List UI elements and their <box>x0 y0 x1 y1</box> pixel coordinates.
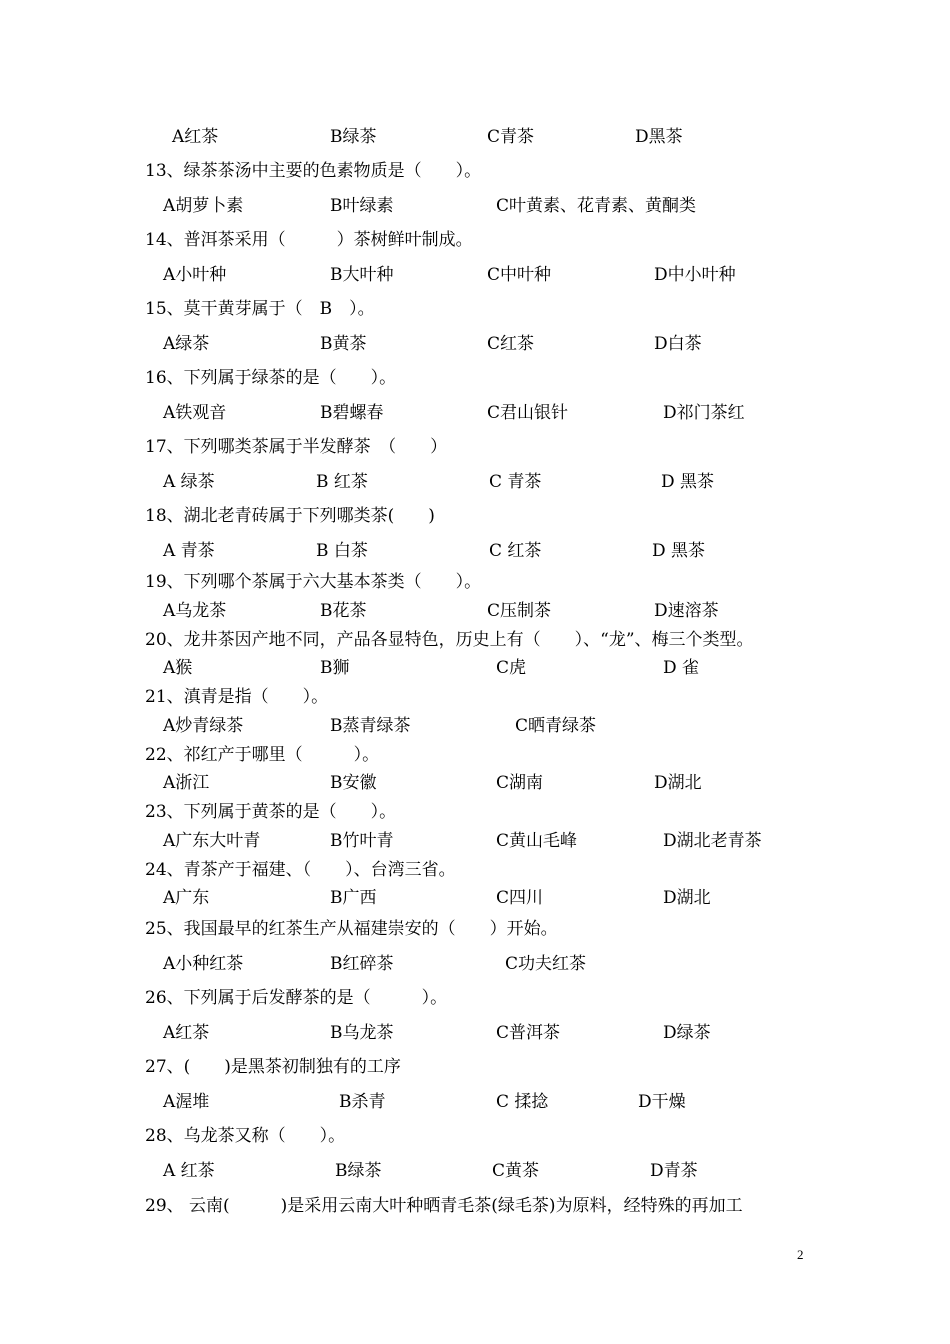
answer-option: D 黑茶 <box>661 472 715 492</box>
page-number: 2 <box>797 1247 804 1262</box>
question-text: 19、下列哪个茶属于六大基本茶类（ ）。 <box>145 572 482 592</box>
answer-option: C虎 <box>496 658 527 678</box>
question-text: 28、乌龙茶又称（ ）。 <box>145 1126 346 1146</box>
answer-option: B叶绿素 <box>330 196 394 216</box>
answer-option: A 绿茶 <box>163 472 215 492</box>
answer-option: C四川 <box>496 888 544 908</box>
answer-option: C功夫红茶 <box>505 954 587 974</box>
answer-option: C君山银针 <box>487 403 569 423</box>
answer-option: A铁观音 <box>163 403 227 423</box>
question-text: 25、我国最早的红茶生产从福建崇安的（ ）开始。 <box>145 919 558 939</box>
answer-option: A浙江 <box>163 773 210 793</box>
answer-option: A胡萝卜素 <box>163 196 244 216</box>
answer-option: A乌龙茶 <box>163 601 227 621</box>
answer-option: D 黑茶 <box>652 541 706 561</box>
answer-option: C黄山毛峰 <box>496 831 578 851</box>
answer-option: A红茶 <box>172 127 219 147</box>
answer-option: D湖北老青茶 <box>663 831 762 851</box>
answer-option: A猴 <box>163 658 193 678</box>
answer-option: D湖北 <box>663 888 711 908</box>
answer-option: B绿茶 <box>330 127 377 147</box>
answer-option: D干燥 <box>638 1092 686 1112</box>
answer-option: D中小叶种 <box>654 265 736 285</box>
answer-option: C压制茶 <box>487 601 552 621</box>
answer-option: C红茶 <box>487 334 535 354</box>
answer-option: C湖南 <box>496 773 544 793</box>
answer-option: A小叶种 <box>163 265 227 285</box>
question-text: 14、普洱茶采用（ ）茶树鲜叶制成。 <box>145 230 473 250</box>
answer-option: B黄茶 <box>320 334 367 354</box>
question-text: 13、绿茶茶汤中主要的色素物质是（ ）。 <box>145 161 482 181</box>
answer-option: B绿茶 <box>335 1161 382 1181</box>
answer-option: B杀青 <box>339 1092 386 1112</box>
answer-option: B狮 <box>320 658 350 678</box>
question-text: 16、下列属于绿茶的是（ ）。 <box>145 368 397 388</box>
answer-option: A红茶 <box>163 1023 210 1043</box>
answer-option: C晒青绿茶 <box>515 716 597 736</box>
answer-option: D湖北 <box>654 773 702 793</box>
answer-option: D速溶茶 <box>654 601 719 621</box>
answer-option: C 揉捻 <box>496 1092 549 1112</box>
answer-option: D黑茶 <box>635 127 683 147</box>
answer-option: B花茶 <box>320 601 367 621</box>
answer-option: C中叶种 <box>487 265 552 285</box>
answer-option: C叶黄素、花青素、黄酮类 <box>496 196 697 216</box>
answer-option: C黄茶 <box>492 1161 540 1181</box>
answer-option: A广东大叶青 <box>163 831 261 851</box>
answer-option: C 青茶 <box>489 472 542 492</box>
answer-option: D白茶 <box>654 334 702 354</box>
answer-option: A 青茶 <box>163 541 215 561</box>
answer-option: B碧螺春 <box>320 403 384 423</box>
question-text: 20、龙井茶因产地不同，产品各显特色，历史上有（ ）、“龙”、梅三个类型。 <box>145 630 754 650</box>
answer-option: B安徽 <box>330 773 377 793</box>
answer-option: C 红茶 <box>489 541 542 561</box>
answer-option: B广西 <box>330 888 377 908</box>
question-text: 23、下列属于黄茶的是（ ）。 <box>145 802 397 822</box>
answer-option: A小种红茶 <box>163 954 244 974</box>
answer-option: A 红茶 <box>163 1161 215 1181</box>
question-text: 27、( )是黑茶初制独有的工序 <box>145 1057 401 1077</box>
answer-option: B蒸青绿茶 <box>330 716 411 736</box>
answer-option: D绿茶 <box>663 1023 711 1043</box>
answer-option: A广东 <box>163 888 210 908</box>
question-text: 29、 云南( )是采用云南大叶种晒青毛茶(绿毛茶)为原料，经特殊的再加工 <box>145 1196 743 1216</box>
question-text: 21、滇青是指（ ）。 <box>145 687 329 707</box>
answer-option: B 白茶 <box>316 541 368 561</box>
question-text: 24、青茶产于福建、（ ）、台湾三省。 <box>145 860 456 880</box>
answer-option: C普洱茶 <box>496 1023 561 1043</box>
question-text: 17、下列哪类茶属于半发酵茶 （ ） <box>145 437 448 457</box>
answer-option: B乌龙茶 <box>330 1023 394 1043</box>
question-text: 18、湖北老青砖属于下列哪类茶( ) <box>145 506 435 526</box>
answer-option: B红碎茶 <box>330 954 394 974</box>
answer-option: D青茶 <box>650 1161 698 1181</box>
answer-option: D祁门茶红 <box>663 403 745 423</box>
answer-option: A炒青绿茶 <box>163 716 244 736</box>
question-text: 22、祁红产于哪里（ ）。 <box>145 745 380 765</box>
answer-option: B竹叶青 <box>330 831 394 851</box>
answer-option: B大叶种 <box>330 265 394 285</box>
answer-option: A渥堆 <box>163 1092 210 1112</box>
answer-option: A绿茶 <box>163 334 210 354</box>
answer-option: C青茶 <box>487 127 535 147</box>
question-text: 26、下列属于后发酵茶的是（ ）。 <box>145 988 448 1008</box>
answer-option: D 雀 <box>663 658 700 678</box>
answer-option: B 红茶 <box>316 472 368 492</box>
question-text: 15、莫干黄芽属于（ B ）。 <box>145 299 375 319</box>
